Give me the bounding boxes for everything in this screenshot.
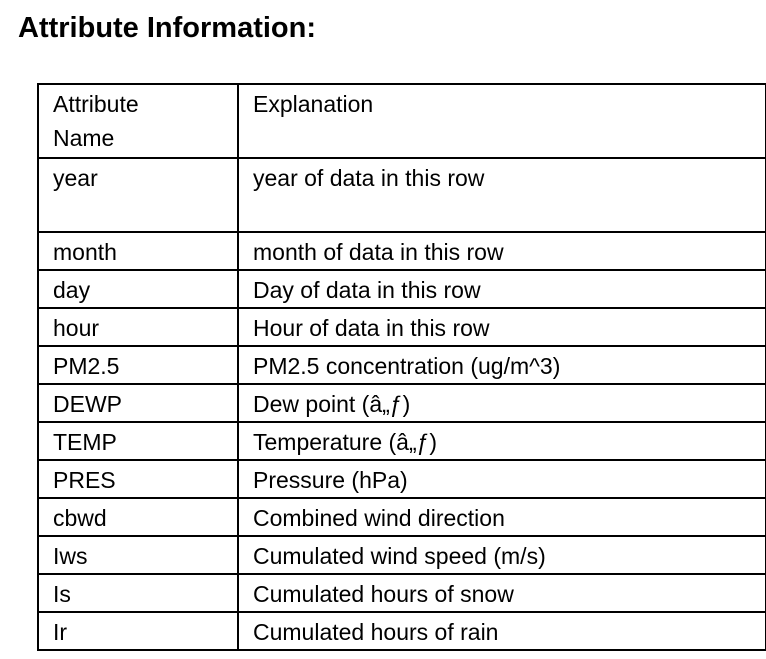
attribute-explanation-cell: year of data in this row xyxy=(238,158,766,232)
attribute-name-cell: DEWP xyxy=(38,384,238,422)
attribute-explanation-cell: Cumulated hours of snow xyxy=(238,574,766,612)
table-row-cbwd xyxy=(38,498,766,536)
table-row-year xyxy=(38,158,766,232)
header-attribute-line2: Name xyxy=(53,125,115,151)
table-row-temp xyxy=(38,422,766,460)
attribute-name-cell: day xyxy=(38,270,238,308)
table-row-hour xyxy=(38,308,766,346)
attribute-name-cell: Iws xyxy=(38,536,238,574)
attribute-explanation-cell: month of data in this row xyxy=(238,232,766,270)
table-row-day xyxy=(38,270,766,308)
table-row-pm25 xyxy=(38,346,766,384)
header-cell-attribute-name xyxy=(38,84,238,158)
page-title: Attribute Information: xyxy=(18,12,317,44)
attribute-explanation-cell: PM2.5 concentration (ug/m^3) xyxy=(238,346,766,384)
attribute-name-cell: year xyxy=(38,158,238,232)
attribute-name-cell: cbwd xyxy=(38,498,238,536)
table-row-month xyxy=(38,232,766,270)
table-row-pres xyxy=(38,460,766,498)
attribute-explanation-cell: Combined wind direction xyxy=(238,498,766,536)
attribute-explanation-cell: Day of data in this row xyxy=(238,270,766,308)
attribute-table xyxy=(37,83,766,651)
attribute-explanation-cell: Temperature (â„ƒ) xyxy=(238,422,766,460)
table-row-dewp xyxy=(38,384,766,422)
header-cell-explanation: Explanation xyxy=(238,84,766,158)
table-row-ir xyxy=(38,612,766,650)
attribute-name-cell: Is xyxy=(38,574,238,612)
attribute-name-cell: PRES xyxy=(38,460,238,498)
attribute-name-cell: PM2.5 xyxy=(38,346,238,384)
attribute-explanation-cell: Cumulated wind speed (m/s) xyxy=(238,536,766,574)
header-attribute-line1: Attribute xyxy=(53,91,139,117)
attribute-name-cell: month xyxy=(38,232,238,270)
attribute-explanation-cell: Dew point (â„ƒ) xyxy=(238,384,766,422)
attribute-explanation-cell: Pressure (hPa) xyxy=(238,460,766,498)
attribute-name-cell: Ir xyxy=(38,612,238,650)
attribute-explanation-cell: Cumulated hours of rain xyxy=(238,612,766,650)
attribute-name-cell: hour xyxy=(38,308,238,346)
table-row-is xyxy=(38,574,766,612)
table-header-row xyxy=(38,84,766,158)
attribute-name-cell: TEMP xyxy=(38,422,238,460)
table-row-iws xyxy=(38,536,766,574)
attribute-explanation-cell: Hour of data in this row xyxy=(238,308,766,346)
